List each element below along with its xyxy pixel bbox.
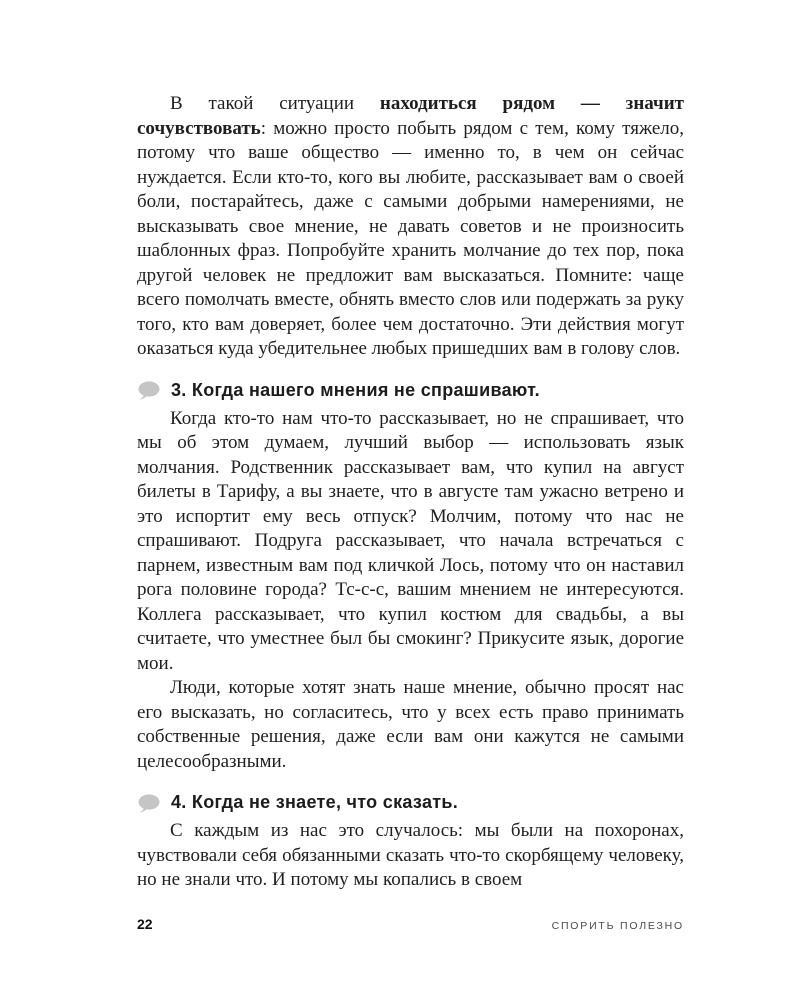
text-run: Люди, которые хотят знать наше мнение, обычно просят нас его высказать, но согласитесь, что у всех есть право принимать собственные решения, даже если вам они кажутся не самыми целесообразными. xyxy=(137,677,684,772)
bold-text-run: находиться рядом — значит сочувствовать xyxy=(137,93,685,139)
section-heading-text: 3. Когда нашего мнения не спрашивают. xyxy=(171,379,540,400)
section-heading xyxy=(137,790,684,814)
text-run: : можно просто побыть рядом с тем, кому тяжело, потому что ваше общество — именно то, в чем он сейчас нуждается. Если кто-то, кого вы любите, рассказывает вам о своей боли, постарайтесь, даже с самыми добрыми намерениями, не высказывать свое мнение, не давать советов и не произносить шаблонных фраз. Попробуйте хранить молчание до тех пор, пока другой человек не предложит вам высказаться. Помните: чаще всего помолчать вместе, обнять вместо слов или подержать за руку того, кто вам доверяет, более чем достаточно. Эти действия могут оказаться куда убедительнее любых пришедших вам в голову слов. xyxy=(137,117,684,359)
text-run: В такой ситуации xyxy=(170,93,380,114)
section-heading-text: 4. Когда не знаете, что сказать. xyxy=(171,792,459,812)
body-paragraph xyxy=(137,676,684,774)
body-paragraph xyxy=(137,92,684,362)
speech-bubble-icon xyxy=(137,794,160,813)
body-paragraph xyxy=(137,819,684,893)
body-paragraph xyxy=(137,407,684,677)
page-number: 22 xyxy=(137,916,153,932)
speech-bubble-icon xyxy=(137,381,160,400)
page-content xyxy=(137,92,684,893)
text-run: Когда кто-то нам что-то рассказывает, но не спрашивает, что мы об этом думаем, лучший выбор — использовать язык молчания. Родственник рассказывает вам, что купил на август билеты в Тарифу, а вы знаете, что в августе там ужасно ветрено и это испортит ему весь отпуск? Молчим, потому что нас не спрашивают. Подруга рассказывает, что начала встречаться с парнем, известным вам под кличкой Лось, потому что он наставил рога половине города? Тс-с-с, вашим мнением не интересуются. Коллега рассказывает, что купил костюм для свадьбы, а вы считаете, что уместнее был бы смокинг? Прикусите язык, дорогие мои. xyxy=(137,407,684,674)
section-heading xyxy=(137,378,684,402)
text-run: С каждым из нас это случалось: мы были на похоронах, чувствовали себя обязанными сказать что-то скорбящему человеку, но не знали что. И потому мы копались в своем xyxy=(137,820,684,890)
running-title: СПОРИТЬ ПОЛЕЗНО xyxy=(551,920,684,932)
page-footer xyxy=(137,916,684,932)
